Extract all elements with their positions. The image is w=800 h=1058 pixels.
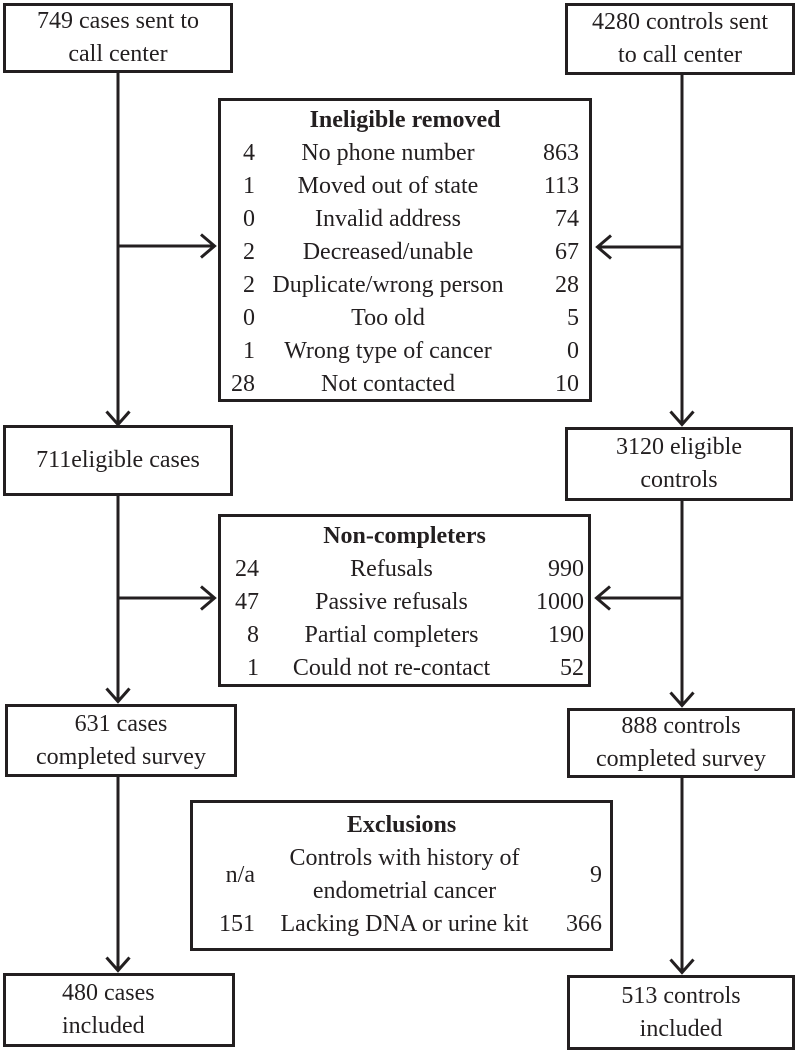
- noncompleters-controls-count: 190: [548, 622, 584, 648]
- ineligible-controls-count: 5: [567, 305, 579, 331]
- noncompleters-row: [221, 586, 588, 619]
- ineligible-cases-count: 2: [243, 239, 255, 265]
- arrow-cases-to-ineligible: [118, 235, 215, 258]
- ineligible-reason: Not contacted: [321, 371, 455, 397]
- exclusions-row: [193, 908, 610, 941]
- noncompleters-reason: Passive refusals: [315, 589, 468, 615]
- noncompleters-row: [221, 652, 588, 685]
- ineligible-row: [221, 203, 589, 236]
- ineligible-controls-count: 67: [555, 239, 579, 265]
- ineligible-reason: Too old: [351, 305, 425, 331]
- noncompleters-row: [221, 553, 588, 586]
- box-eligible-controls-line2: controls: [640, 467, 718, 493]
- exclusions-title: Exclusions: [346, 812, 457, 838]
- box-cases-sent-line2: call center: [68, 41, 168, 67]
- box-controls-sent-line1: 4280 controls sent: [592, 9, 768, 35]
- ineligible-reason: Invalid address: [315, 206, 461, 232]
- box-controls-completed: [567, 708, 795, 778]
- ineligible-cases-count: 1: [243, 338, 255, 364]
- box-eligible-cases: [3, 425, 233, 496]
- box-controls-included-line1: 513 controls: [621, 982, 741, 1009]
- box-ineligible-removed: [218, 98, 592, 402]
- exclusions-reason: Lacking DNA or urine kit: [280, 911, 529, 937]
- ineligible-row: [221, 236, 589, 269]
- ineligible-reason: Duplicate/wrong person: [272, 272, 504, 298]
- box-cases-sent-line1: 749 cases sent to: [37, 8, 199, 34]
- arrow-controls-completed-to-included: [671, 778, 694, 973]
- box-cases-completed-line1: 631 cases: [74, 710, 168, 737]
- box-cases-included-line2: included: [62, 1013, 145, 1039]
- ineligible-controls-count: 10: [555, 371, 579, 397]
- ineligible-row: [221, 335, 589, 368]
- box-cases-completed: [5, 704, 237, 777]
- noncompleters-controls-count: 52: [560, 655, 584, 681]
- box-controls-completed-line2: completed survey: [596, 746, 766, 772]
- ineligible-controls-count: 0: [567, 338, 579, 364]
- ineligible-controls-count: 28: [555, 272, 579, 298]
- ineligible-reason: Moved out of state: [297, 173, 479, 199]
- exclusions-controls-count: 366: [566, 911, 602, 937]
- box-cases-included: [3, 973, 235, 1047]
- noncompleters-cases-count: 24: [235, 556, 259, 582]
- exclusions-row: [193, 842, 610, 908]
- box-eligible-controls: [565, 427, 793, 501]
- box-noncompleters: [218, 514, 591, 687]
- box-controls-included-line2: included: [639, 1015, 723, 1042]
- box-cases-sent: [3, 3, 233, 73]
- ineligible-row: [221, 302, 589, 335]
- box-controls-included: [567, 975, 795, 1050]
- exclusions-cases-count: 151: [219, 911, 255, 937]
- ineligible-cases-count: 4: [243, 140, 255, 166]
- arrow-cases-to-eligible: [107, 73, 130, 425]
- box-eligible-cases-line1: 711eligible cases: [36, 447, 200, 473]
- arrow-cases-to-noncompleters: [118, 587, 215, 610]
- ineligible-reason: Wrong type of cancer: [284, 338, 492, 364]
- exclusions-reason: [255, 842, 554, 908]
- ineligible-cases-count: 2: [243, 272, 255, 298]
- arrow-controls-to-eligible: [671, 75, 694, 425]
- noncompleters-row: [221, 619, 588, 652]
- ineligible-cases-count: 0: [243, 206, 255, 232]
- arrow-cases-completed-to-included: [107, 777, 130, 971]
- arrow-eligible-controls-to-completed: [671, 501, 694, 706]
- noncompleters-controls-count: 990: [548, 556, 584, 582]
- box-controls-sent: [565, 3, 795, 75]
- noncompleters-cases-count: 1: [247, 655, 259, 681]
- ineligible-title: Ineligible removed: [309, 107, 501, 133]
- ineligible-cases-count: 28: [231, 371, 255, 397]
- ineligible-cases-count: 0: [243, 305, 255, 331]
- noncompleters-reason: Could not re-contact: [292, 655, 491, 681]
- arrow-controls-to-ineligible: [598, 236, 683, 259]
- exclusions-controls-count: 9: [590, 861, 602, 888]
- noncompleters-title: Non-completers: [323, 523, 486, 549]
- box-cases-included-line1: 480 cases: [62, 980, 155, 1006]
- box-cases-completed-line2: completed survey: [36, 743, 206, 770]
- noncompleters-controls-count: 1000: [536, 589, 584, 615]
- box-exclusions: [190, 800, 613, 951]
- ineligible-reason: No phone number: [301, 140, 475, 166]
- noncompleters-cases-count: 8: [247, 622, 259, 648]
- exclusions-cases-count: n/a: [225, 861, 255, 888]
- ineligible-row: [221, 368, 589, 401]
- box-eligible-controls-line1: 3120 eligible: [616, 434, 742, 460]
- ineligible-controls-count: 74: [555, 206, 579, 232]
- exclusions-reason-line2: endometrial cancer: [312, 878, 497, 904]
- ineligible-row: [221, 269, 589, 302]
- ineligible-row: [221, 170, 589, 203]
- noncompleters-reason: Refusals: [350, 556, 433, 582]
- ineligible-controls-count: 113: [543, 173, 579, 199]
- ineligible-cases-count: 1: [243, 173, 255, 199]
- noncompleters-reason: Partial completers: [304, 622, 479, 648]
- noncompleters-cases-count: 47: [235, 589, 259, 615]
- box-controls-sent-line2: to call center: [618, 42, 742, 68]
- ineligible-row: [221, 137, 589, 170]
- box-controls-completed-line1: 888 controls: [621, 713, 741, 739]
- arrow-controls-to-noncompleters: [597, 587, 683, 610]
- exclusions-reason-line1: Controls with history of: [289, 845, 520, 871]
- ineligible-controls-count: 863: [543, 140, 579, 166]
- ineligible-reason: Decreased/unable: [302, 239, 474, 265]
